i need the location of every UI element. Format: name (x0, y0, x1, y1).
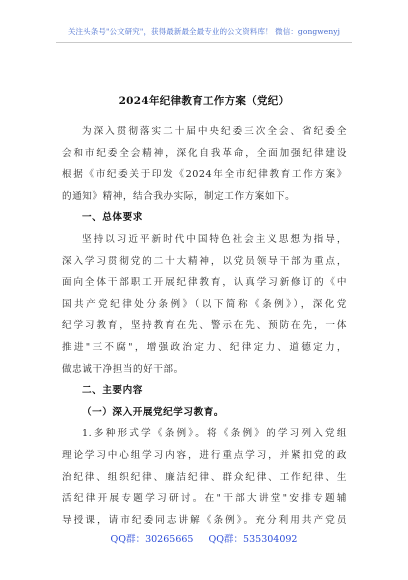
section1-line: 坚持以习近平新时代中国特色社会主义思想为指导， (82, 233, 347, 245)
intro-line: 会和市纪委全会精神，深化自我革命，全面加强纪律建设 (62, 147, 347, 159)
section1-line: 纪学习教育，坚持教育在先、警示在先、预防在先，一体 (62, 320, 347, 332)
footer-qq-group-2: QQ群：535304092 (208, 534, 298, 545)
footer-qq-group-1: QQ群：30265665 (110, 534, 194, 545)
document-body (62, 121, 347, 531)
subsection1-line: 理论学习中心组学习内容，进行重点学习，并紧扣党的政 (62, 449, 347, 461)
subsection1-line: 治纪律、组织纪律、廉洁纪律、群众纪律、工作纪律、生 (62, 471, 347, 483)
subsection-heading: （一）深入开展党纪学习教育。 (82, 406, 225, 418)
subsection1-line: 活纪律开展专题学习研讨。在"干部大讲堂"安排专题辅 (62, 493, 347, 505)
section-heading-content: 二、主要内容 (82, 385, 143, 397)
header-banner: 关注头条号"公文研究"，获得最新最全最专业的公文资料库！ 微信：gongwenyj (67, 27, 341, 36)
intro-line: 为深入贯彻落实二十届中央纪委三次全会、省纪委全 (82, 126, 347, 137)
section1-line: 推进"三不腐"，增强政治定力、纪律定力、道德定力， (62, 341, 347, 353)
section1-line: 做忠诚干净担当的好干部。 (62, 363, 184, 375)
section1-line: 面向全体干部职工开展纪律教育，认真学习新修订的《中 (62, 277, 347, 289)
section1-line: 深入学习贯彻党的二十大精神，以党员领导干部为重点， (62, 255, 347, 267)
header-divider (56, 42, 352, 43)
section-heading-general: 一、总体要求 (82, 212, 143, 224)
subsection1-line: 1.多种形式学《条例》。将《条例》的学习列入党组 (82, 428, 347, 440)
section1-line: 国共产党纪律处分条例》（以下简称《条例》），深化党 (62, 298, 347, 310)
intro-line: 根据《市纪委关于印发《2024年全市纪律教育工作方案》 (62, 169, 347, 181)
document-title: 2024年纪律教育工作方案（党纪） (118, 95, 290, 107)
intro-line: 的通知》精神，结合我办实际，制定工作方案如下。 (62, 190, 296, 202)
subsection1-line: 导授课，请市纪委同志讲解《条例》。充分利用共产党员 (62, 514, 347, 526)
footer-contact (0, 531, 408, 545)
